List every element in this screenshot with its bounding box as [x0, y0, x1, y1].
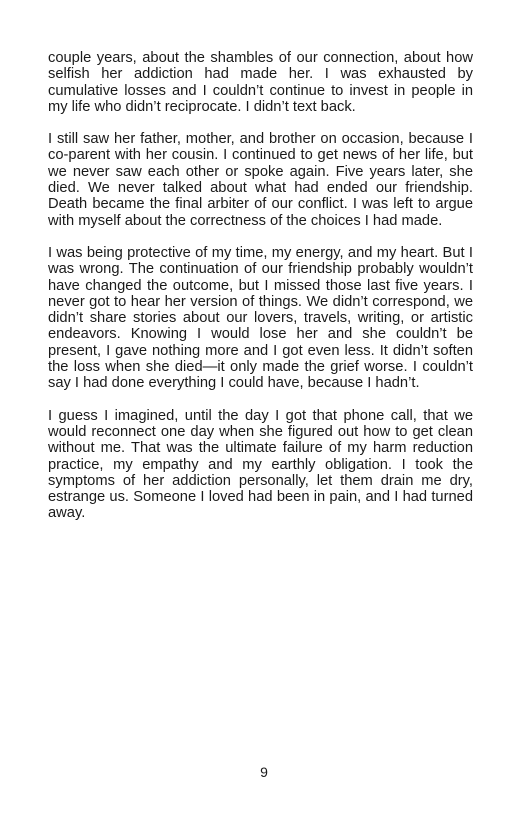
paragraph: I still saw her father, mother, and brother on occasion, because I co-parent with her cousin. I continued to get news of her life, but we never saw each other or spoke again. Five years later, she died. We never talked about what had ended our friendship. Death became the final arbiter of our conflict. I was left to argue with myself about the correctness of the choices I had made.: [48, 131, 473, 229]
paragraph: I was being protective of my time, my energy, and my heart. But I was wrong. The continuation of our friendship probably wouldn’t have changed the outcome, but I missed those last five years. I never got to hear her version of things. We didn’t correspond, we didn’t share stories about our lovers, travels, writing, or artistic endeavors. Knowing I would lose her and she couldn’t be present, I gave nothing more and I got even less. It didn’t soften the loss when she died—it only made the grief worse. I couldn’t say I had done everything I could have, because I hadn’t.: [48, 244, 473, 392]
page-number: 9: [260, 764, 268, 780]
page-body: [48, 50, 473, 538]
paragraph: couple years, about the shambles of our connection, about how selfish her addiction had made her. I was exhausted by cumulative losses and I couldn’t continue to invest in people in my life who didn’t reciprocate. I didn’t text back.: [48, 50, 473, 115]
paragraph: I guess I imagined, until the day I got that phone call, that we would reconnect one day when she figured out how to get clean without me. That was the ultimate failure of my harm reduction practice, my empathy and my earthly obligation. I took the symptoms of her addiction personally, let them drain me dry, estrange us. Someone I loved had been in pain, and I had turned away.: [48, 407, 473, 522]
